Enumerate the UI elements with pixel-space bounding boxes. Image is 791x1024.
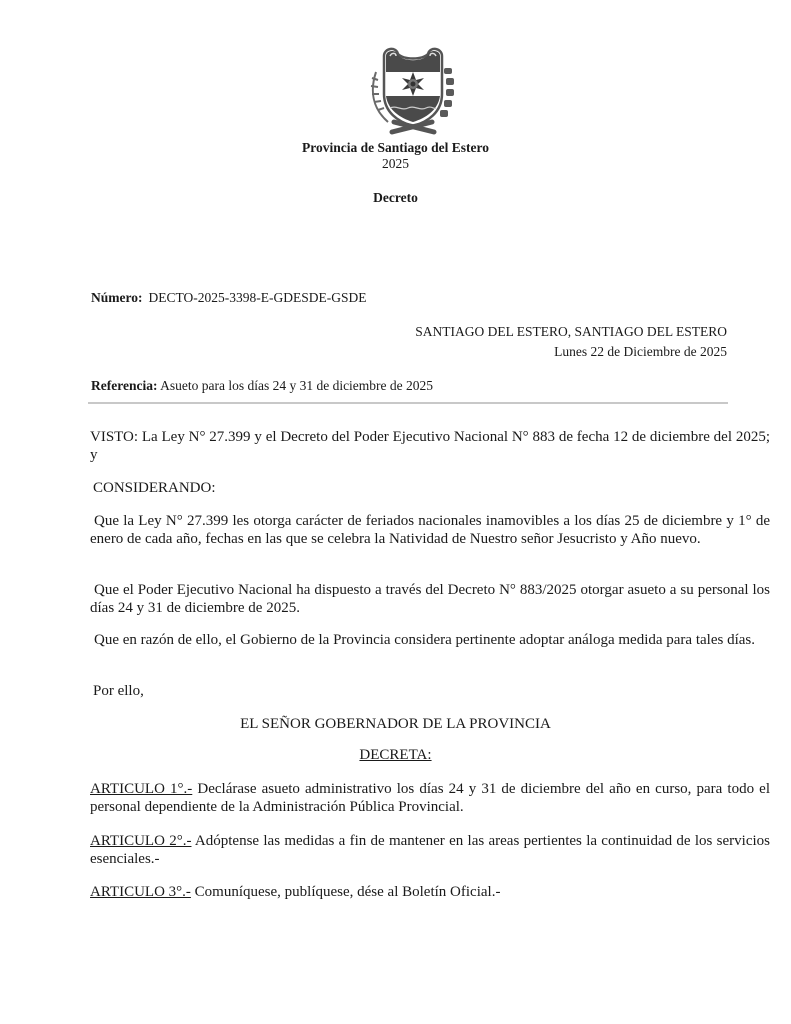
governor-heading: EL SEÑOR GOBERNADOR DE LA PROVINCIA (240, 716, 551, 732)
article-3 (90, 884, 770, 902)
document-year: 2025 (382, 156, 409, 171)
reference-label: Referencia: (91, 378, 158, 393)
reference (91, 378, 433, 394)
article-2 (90, 833, 770, 868)
location: SANTIAGO DEL ESTERO, SANTIAGO DEL ESTERO (415, 324, 727, 339)
article-label: ARTICULO 3°.- (90, 884, 191, 900)
article-label: ARTICULO 1°.- (90, 781, 193, 797)
article-text: Adóptense las medidas a fin de mantener en las areas pertientes la continuidad de los servicios esenciales.- (90, 833, 770, 867)
coat-of-arms-logo (366, 42, 460, 138)
document-type: Decreto (373, 190, 418, 205)
coat-of-arms-icon (366, 42, 460, 138)
document-date: Lunes 22 de Diciembre de 2025 (554, 344, 727, 359)
document-number (91, 290, 366, 306)
decreta-text: DECRETA: (359, 747, 432, 763)
considerando-heading: CONSIDERANDO: (93, 480, 216, 496)
article-text: Comuníquese, publíquese, dése al Boletín Oficial.- (190, 884, 501, 900)
decreta-heading (0, 747, 791, 765)
visto-paragraph: VISTO: La Ley N° 27.399 y el Decreto del Poder Ejecutivo Nacional N° 883 de fecha 12 de diciembre del 2025; y (90, 429, 770, 463)
por-ello-text: Por ello, (93, 683, 144, 699)
document-number-value: DECTO-2025-3398-E-GDESDE-GSDE (148, 290, 367, 305)
article-1 (90, 781, 770, 816)
header-divider (88, 402, 728, 404)
reference-value: Asueto para los días 24 y 31 de diciembre de 2025 (157, 378, 434, 393)
document-number-label: Número: (91, 290, 143, 305)
article-label: ARTICULO 2°.- (90, 833, 192, 849)
province-title: Provincia de Santiago del Estero (301, 140, 489, 155)
considerando-paragraph: Que el Poder Ejecutivo Nacional ha dispuesto a través del Decreto N° 883/2025 otorgar asueto a su personal los días 24 y 31 de diciembre de 2025. (90, 582, 770, 616)
considerando-paragraph: Que la Ley N° 27.399 les otorga carácter de feriados nacionales inamovibles a los días 25 de diciembre y 1° de enero de cada año, fechas en las que se celebra la Natividad de Nuestro señor Jesucristo y Año nuevo. (90, 513, 770, 547)
article-text: Declárase asueto administrativo los días 24 y 31 de diciembre del año en curso, para todo el personal dependiente de la Administración Pública Provincial. (90, 781, 771, 815)
considerando-paragraph: Que en razón de ello, el Gobierno de la Provincia considera pertinente adoptar análoga medida para tales días. (94, 632, 755, 648)
